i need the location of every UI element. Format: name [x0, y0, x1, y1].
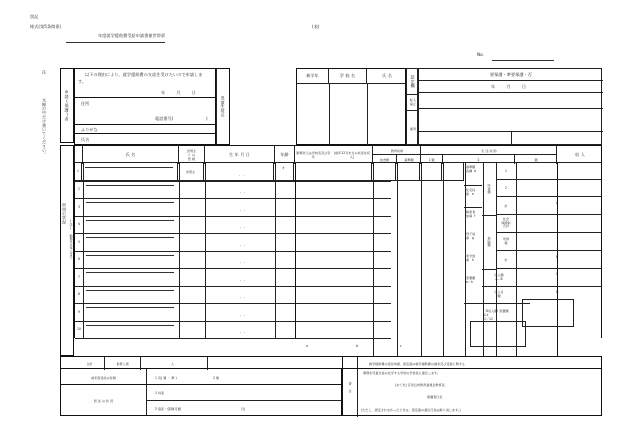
household-grid: 2 3 4 5 6 7 8 9 10 ・ ・ ・ ・ ・ ・ ・ ・ ・ ・ ・ ・ ・ ・ ・ ・ ・ ・ — [74, 163, 602, 338]
living-detail-2: 障害者 加算 f — [466, 210, 476, 219]
residence-label: 居 住 の 状 況 — [61, 385, 147, 416]
work-header — [295, 146, 373, 164]
applicant-vertical-label: 申請(保護)者 — [64, 89, 70, 122]
certification-blank-2[interactable] — [419, 109, 603, 132]
income-header: 収 入 — [575, 152, 585, 158]
shotoku-label: 所得額 — [486, 184, 491, 194]
address-label: 住所 — [81, 101, 90, 106]
nyukin-val[interactable] — [516, 269, 602, 287]
prev-year-label: 前年度受給の有無 — [61, 369, 147, 385]
row-1-age[interactable]: 才 — [274, 163, 294, 181]
certification-column — [406, 68, 418, 145]
rownum-10: 10 — [77, 327, 81, 332]
work-header-sub: (前年12月末日の状況を記入) — [333, 150, 370, 159]
yoshiki-label: 様式(第5条関係) — [30, 24, 62, 29]
grade-header: 新学年 — [297, 69, 329, 84]
birth-header: 生 年 月 日 — [205, 146, 275, 164]
delegation-box — [342, 356, 602, 416]
bessi-label: 別記 — [30, 14, 39, 19]
monthly-result-box[interactable] — [522, 299, 574, 327]
shotoku-row-2: 2 — [496, 180, 516, 197]
rownum-9: 9 — [78, 309, 80, 314]
kojo-val-2[interactable] — [516, 251, 602, 269]
page-title: 年度就学援助費受給申請書兼世帯票 — [98, 33, 165, 43]
delegation-line5: (ただし、認定されなかったときは、認定後の委任行為は取り消します。) — [361, 408, 461, 412]
note-text: 太線の中だけ書いてください。 — [42, 97, 48, 157]
shotoku-row-1: 1 — [496, 163, 516, 180]
certification-detail — [418, 68, 602, 145]
demand-formula-2: I 需要額 — [497, 309, 509, 314]
living-aid-col-0: 1 類 — [421, 155, 443, 164]
household-vertical-note: (注) 勤務先は本人まで — [68, 219, 73, 259]
household-label-cell — [60, 145, 74, 356]
student-label-cell — [216, 68, 230, 145]
furigana-label: ふりがな — [81, 127, 98, 132]
rownum-1-text: 1 — [77, 169, 79, 174]
residence-row — [60, 385, 342, 416]
living-detail-0: 基準額 各種 d — [466, 165, 477, 174]
applicant-name-box[interactable] — [74, 134, 216, 145]
nyukin-mark: C — [556, 272, 559, 276]
status-options[interactable]: 要保護・準要保護・否 — [419, 69, 603, 81]
shotoku-val-1[interactable] — [516, 163, 602, 180]
title-year-blank[interactable] — [66, 33, 98, 43]
no-label: No. — [477, 52, 485, 57]
rownum-2: 2 — [78, 187, 80, 192]
student-table — [296, 68, 406, 145]
tennyu-haishi-label: 転入 廃止 — [407, 95, 419, 111]
rownum-8: 8 — [78, 292, 80, 297]
student-name-header: 氏 名 — [367, 69, 407, 84]
no-input[interactable] — [492, 52, 554, 61]
living-aid-title: 生 活 扶 助 — [421, 146, 557, 155]
kojo-mark: B — [556, 255, 559, 259]
certification-blank-1[interactable] — [419, 93, 603, 109]
kojo-val-1[interactable] — [516, 233, 602, 251]
prev-year-row — [60, 369, 342, 385]
living-aid-col-2: 類 — [534, 158, 538, 162]
name-header: 氏 名 — [83, 146, 179, 164]
shotoku-val-2[interactable] — [516, 180, 602, 197]
education-aid-header — [373, 146, 421, 164]
certification-blank-4[interactable] — [511, 132, 603, 146]
application-date[interactable]: 年 月 日 — [161, 90, 201, 95]
kojo-row-1: 所得 税 — [496, 233, 516, 251]
living-detail-1: 住宅扶 助 e — [466, 188, 476, 197]
income-column — [482, 163, 602, 356]
delegation-vertical-label: 委 任 — [347, 381, 352, 393]
phone-label: 電話番号( — [155, 116, 174, 121]
sum-mark-b: b — [356, 344, 358, 348]
delegation-line2: 事務を児童生徒の在学する学校の学校長に委任します。 — [363, 371, 441, 375]
demand-formula-1: D収入額 — [485, 309, 498, 314]
delegation-line3: (あて先) 京田辺市教育委員会教育長 — [395, 383, 445, 387]
furigana-box[interactable] — [74, 125, 216, 134]
rownum-3: 3 — [78, 204, 80, 209]
certification-date[interactable]: 年 月 日 — [419, 81, 603, 93]
shotoku-row-total: 計 — [496, 197, 516, 215]
rownum-6: 6 — [78, 257, 80, 262]
certification-blank-3[interactable] — [419, 132, 511, 146]
shotoku-val-total[interactable] — [516, 197, 602, 215]
household-sum-row — [74, 338, 602, 356]
student-entry-area[interactable] — [297, 84, 407, 146]
kojo-val-0[interactable] — [516, 215, 602, 233]
phone-close: ) — [206, 116, 208, 121]
relation-header: 世帯主 と の 続 柄 — [179, 146, 205, 164]
residence-option2-unit: 円) — [241, 407, 246, 411]
certification-vertical-label: 認定欄 — [407, 69, 419, 95]
monthly-mark: D — [556, 290, 559, 294]
biko-label: 備考 — [409, 127, 417, 131]
prev-year-option2[interactable]: 2 無 — [213, 376, 220, 380]
omote-label: (表) — [312, 24, 320, 29]
age-header: 年齢 — [275, 146, 295, 164]
reason-box — [74, 68, 216, 98]
household-header-row — [74, 145, 602, 163]
rownum-4: 4 — [78, 222, 80, 227]
delegation-line1: 就学援助費の受給申請、認定後の就学援助費の請求及び受領に関する — [369, 362, 465, 366]
education-aid-col-1: 基準額 — [404, 158, 414, 162]
kojo-row-2: 計 — [496, 251, 516, 269]
member-label: 世帯人員 — [105, 357, 141, 370]
shotoku-mark: A — [556, 201, 559, 205]
applicant-label-cell — [60, 68, 74, 143]
education-aid-col-0: 給食費 — [373, 155, 397, 164]
kojo-label: 控除額 — [486, 237, 491, 247]
living-detail-5: 需要額 a～h — [466, 276, 476, 285]
residence-option1[interactable]: 1 持家 — [155, 391, 165, 395]
address-box[interactable] — [74, 98, 216, 125]
student-vertical-label: 児童生徒名 — [220, 96, 226, 117]
school-header: 学 校 名 — [329, 69, 367, 84]
delegation-line4[interactable]: 保護者氏名 — [427, 395, 443, 399]
living-aid-col-1: 2 — [443, 155, 515, 164]
nyukin-label: 収入額 A－B — [482, 269, 516, 287]
work-header-main: 勤務先又は学校名及び学年 — [296, 150, 331, 159]
prev-year-option1[interactable]: 1 有( 要 ・ 準 ) — [155, 376, 177, 380]
sum-mark-c: c — [400, 344, 402, 348]
note-chu: 注 — [42, 69, 48, 75]
applicant-name-label: 氏名 — [81, 137, 90, 142]
reason-line1: 以下の理由により、就学援助費の支給を受けたいので申請しま — [85, 72, 203, 77]
living-aid-header — [421, 146, 557, 164]
total-label: 合計 — [75, 357, 105, 370]
living-detail-4: 老令加 算 h — [466, 254, 476, 263]
row-1-birth-dots: ・ ・ — [238, 174, 246, 178]
rownum-5: 5 — [78, 239, 80, 244]
monthly-formula: C× 1／12 — [484, 313, 493, 322]
row-1-relation[interactable]: 世帯主 — [178, 163, 204, 181]
member-unit[interactable]: 人 — [171, 362, 175, 366]
monthly-label: 収入月 額 — [494, 290, 504, 298]
reason-line2: す。 — [78, 79, 87, 84]
kojo-row-0: 社会 保険料 合計 — [496, 215, 516, 233]
household-vertical-label: 世帯の状況 — [62, 202, 68, 224]
row-number-header — [75, 146, 83, 164]
sum-mark-a: a — [306, 344, 308, 348]
living-detail-3: 母子加 算 g — [466, 232, 476, 241]
rownum-7: 7 — [78, 274, 80, 279]
residence-option2[interactable]: 2 借家・借間(月額 — [155, 407, 181, 411]
education-aid-title: 教育扶助 — [373, 146, 421, 155]
